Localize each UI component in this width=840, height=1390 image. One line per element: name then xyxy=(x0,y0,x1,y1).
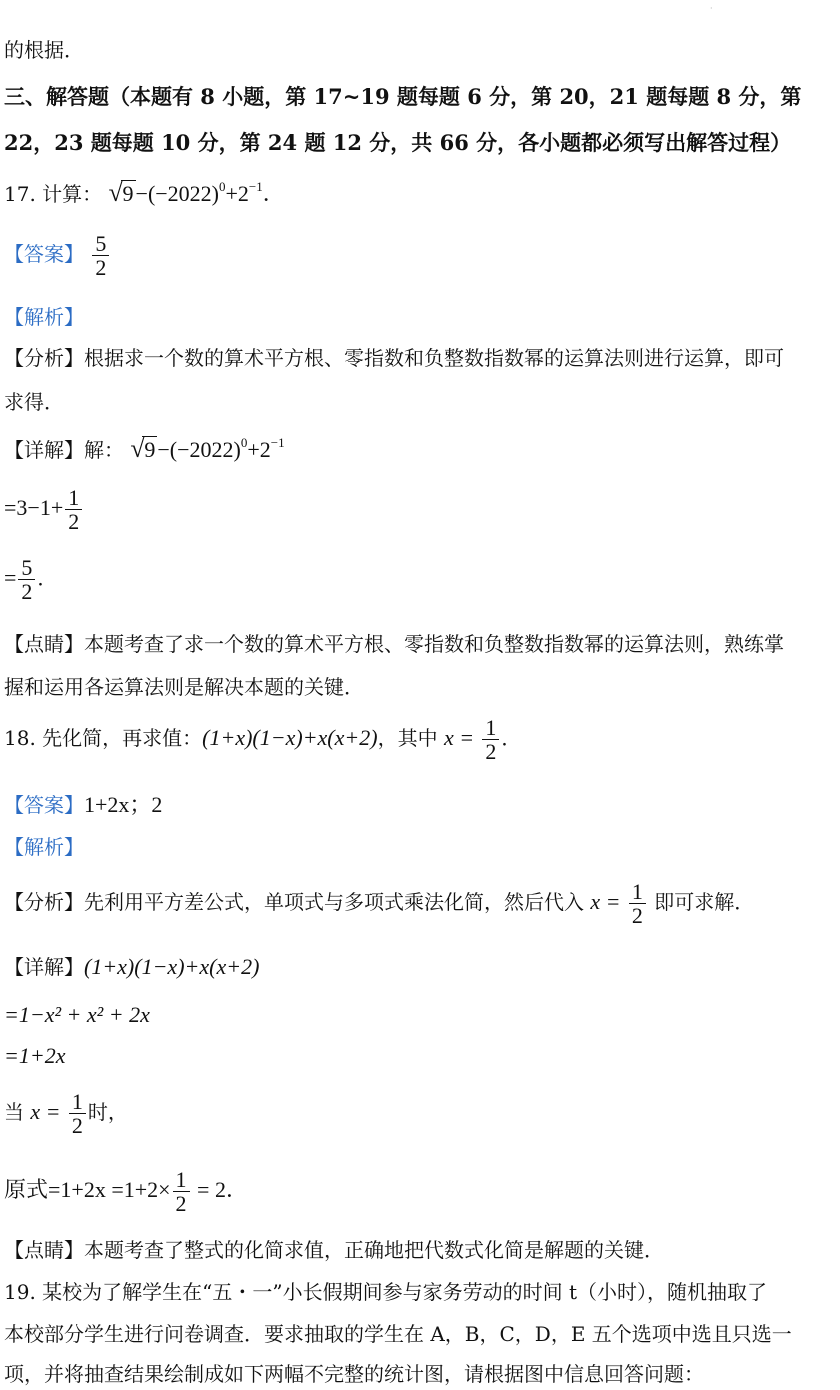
answer-tag: 【答案】 xyxy=(4,242,84,267)
q19-line3: 项，并将抽查结果绘制成如下两幅不完整的统计图，请根据图中信息回答问题： xyxy=(4,1362,704,1386)
q18-answer: 【答案】1+2x；2 xyxy=(4,792,163,817)
q17-answer-fraction: $\frac{5}{2}$ xyxy=(92,232,109,279)
q17-expression: √ $9-(-2022)^0+2^{-1}$． xyxy=(108,178,285,207)
q17-comment-line2: 握和运用各运算法则是解决本题的关键． xyxy=(4,675,364,699)
q17-question xyxy=(4,180,285,207)
q19-line1: 19. 某校为了解学生在“五・一”小长假期间参与家务劳动的时间 t（小时），随机抽取了 xyxy=(4,1280,768,1304)
q18-question: 18. 先化简，再求值：(1+x)(1−x)+x(x+2)，其中 x = $\frac{1}{2}$ ． xyxy=(4,715,522,765)
q18-fenxi: 【分析】先利用平方差公式，单项式与多项式乘法化简，然后代入 x = $\frac{1}{2}$ 即可求解． xyxy=(4,879,755,929)
q18-when: 当 x = $\frac{1}{2}$ 时， xyxy=(4,1089,128,1139)
q17-step1: =3−1+ $\frac{1}{2}$ xyxy=(4,486,84,533)
q17-step2: = $\frac{5}{2}$ ． xyxy=(4,555,58,605)
sqrt-symbol: √ 9 xyxy=(130,434,156,463)
section-heading-line2: 22，23 题每题 10 分，第 24 题 12 分，共 66 分，各小题都必须写出解答过程） xyxy=(4,130,792,155)
q18-original: 原式=1+2x =1+2× $\frac{1}{2}$ = 2． xyxy=(4,1167,248,1217)
q17-fenxi-line2: 求得． xyxy=(4,390,64,414)
analysis-tag: 【解析】 xyxy=(4,305,84,329)
q17-prompt: 17. 计算： xyxy=(4,182,103,206)
q17-detail: 【详解】解： √ $9-(-2022)^0+2^{-1}$ xyxy=(4,434,285,463)
q18-step1: =1−x² + x² + 2x xyxy=(4,1002,150,1027)
q18-step2: =1+2x xyxy=(4,1043,66,1068)
q17-fenxi-line1: 【分析】根据求一个数的算术平方根、零指数和负整数指数幂的运算法则进行运算，即可 xyxy=(4,346,784,370)
q17-answer xyxy=(4,232,111,279)
section-heading-line1: 三、解答题（本题有 8 小题，第 17~19 题每题 6 分，第 20，21 题每题 8 分，第 xyxy=(4,84,802,109)
sqrt-symbol: √ 9 xyxy=(108,178,134,207)
top-fragment: 的根据． xyxy=(4,38,84,62)
q18-comment: 【点睛】本题考查了整式的化简求值，正确地把代数式化简是解题的关键． xyxy=(4,1238,664,1262)
q18-detail: 【详解】(1+x)(1−x)+x(x+2) xyxy=(4,954,260,979)
q17-comment-line1: 【点睛】本题考查了求一个数的算术平方根、零指数和负整数指数幂的运算法则，熟练掌 xyxy=(4,632,784,656)
scan-speck: · xyxy=(710,4,713,13)
q19-line2: 本校部分学生进行问卷调查．要求抽取的学生在 A，B，C，D，E 五个选项中选且只选一 xyxy=(4,1322,792,1346)
analysis-tag-2: 【解析】 xyxy=(4,835,84,859)
